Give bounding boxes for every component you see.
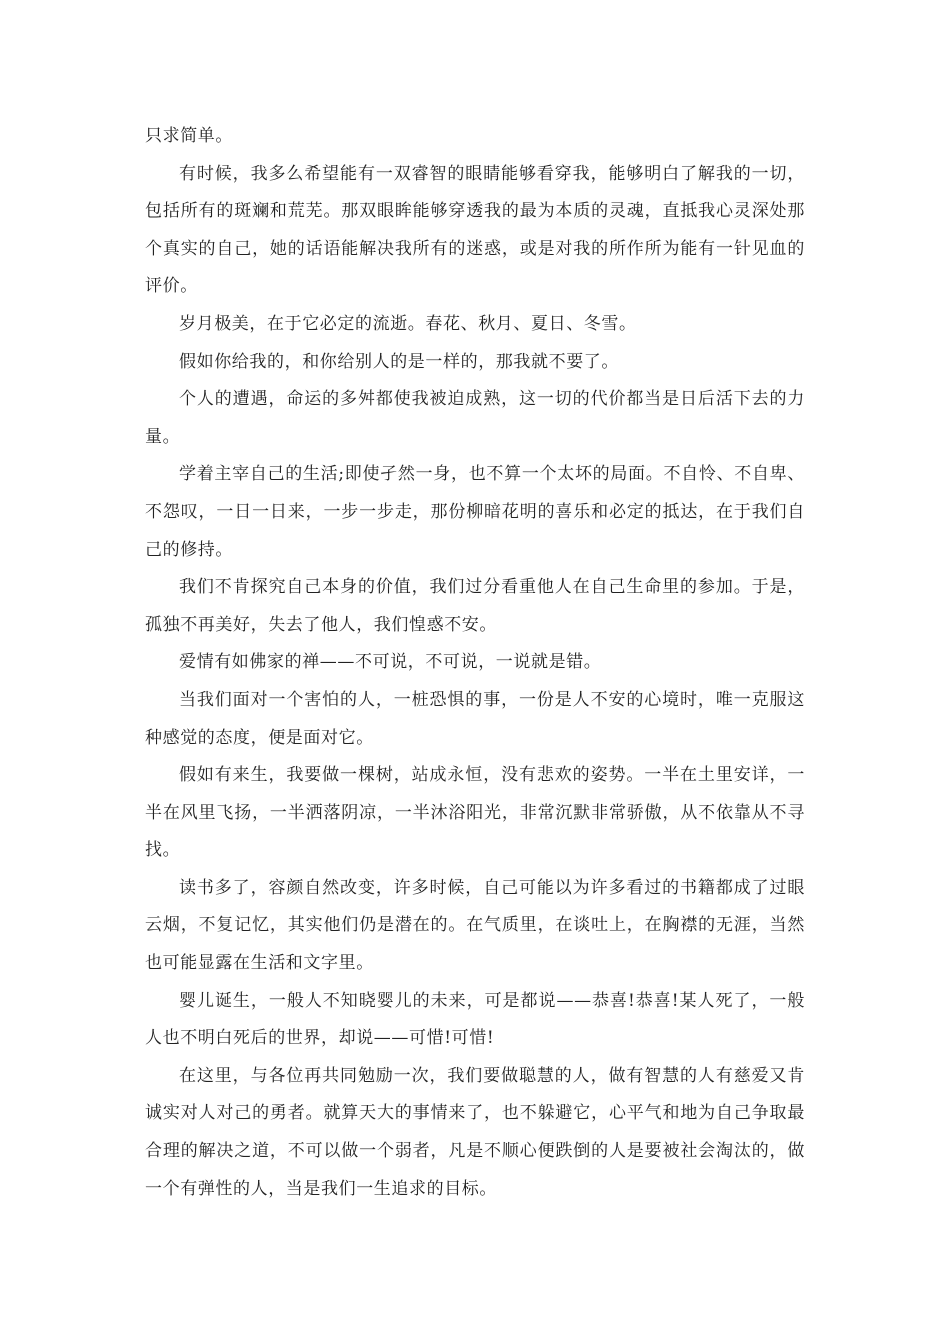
paragraph: 有时候，我多么希望能有一双睿智的眼睛能够看穿我，能够明白了解我的一切，包括所有的斑斓和荒芜。那双眼眸能够穿透我的最为本质的灵魂，直抵我心灵深处那个真实的自己，她的话语能解决我所有的迷惑，或是对我的所作所为能有一针见血的评价。 xyxy=(145,163,805,297)
paragraph-continuation: 只求简单。 xyxy=(145,126,233,146)
paragraph: 婴儿诞生，一般人不知晓婴儿的未来，可是都说——恭喜!恭喜!某人死了，一般人也不明白死后的世界，却说——可惜!可惜! xyxy=(145,990,805,1049)
paragraph: 当我们面对一个害怕的人，一桩恐惧的事，一份是人不安的心境时，唯一克服这种感觉的态度，便是面对它。 xyxy=(145,689,805,748)
paragraph: 在这里，与各位再共同勉励一次，我们要做聪慧的人，做有智慧的人有慈爱又肯诚实对人对己的勇者。就算天大的事情来了，也不躲避它，心平气和地为自己争取最合理的解决之道，不可以做一个弱者，凡是不顺心便跌倒的人是要被社会淘汰的，做一个有弹性的人，当是我们一生追求的目标。 xyxy=(145,1065,805,1199)
document-body xyxy=(145,118,805,1208)
paragraph: 读书多了，容颜自然改变，许多时候，自己可能以为许多看过的书籍都成了过眼云烟，不复记忆，其实他们仍是潜在的。在气质里，在谈吐上，在胸襟的无涯，当然也可能显露在生活和文字里。 xyxy=(145,877,805,974)
paragraph: 假如你给我的，和你给别人的是一样的，那我就不要了。 xyxy=(179,351,619,372)
paragraph: 学着主宰自己的生活;即使孑然一身，也不算一个太坏的局面。不自怜、不自卑、不怨叹，一日一日来，一步一步走，那份柳暗花明的喜乐和必定的抵达，在于我们自己的修持。 xyxy=(145,464,805,560)
paragraph: 假如有来生，我要做一棵树，站成永恒，没有悲欢的姿势。一半在土里安详，一半在风里飞扬，一半洒落阴凉，一半沐浴阳光，非常沉默非常骄傲，从不依靠从不寻找。 xyxy=(145,765,805,861)
paragraph: 爱情有如佛家的禅——不可说，不可说，一说就是错。 xyxy=(179,652,602,673)
paragraph: 岁月极美，在于它必定的流逝。春花、秋月、夏日、冬雪。 xyxy=(179,313,637,334)
paragraph: 我们不肯探究自己本身的价值，我们过分看重他人在自己生命里的参加。于是，孤独不再美好，失去了他人，我们惶惑不安。 xyxy=(145,577,805,635)
paragraph: 个人的遭遇，命运的多舛都使我被迫成熟，这一切的代价都当是日后活下去的力量。 xyxy=(145,389,805,447)
